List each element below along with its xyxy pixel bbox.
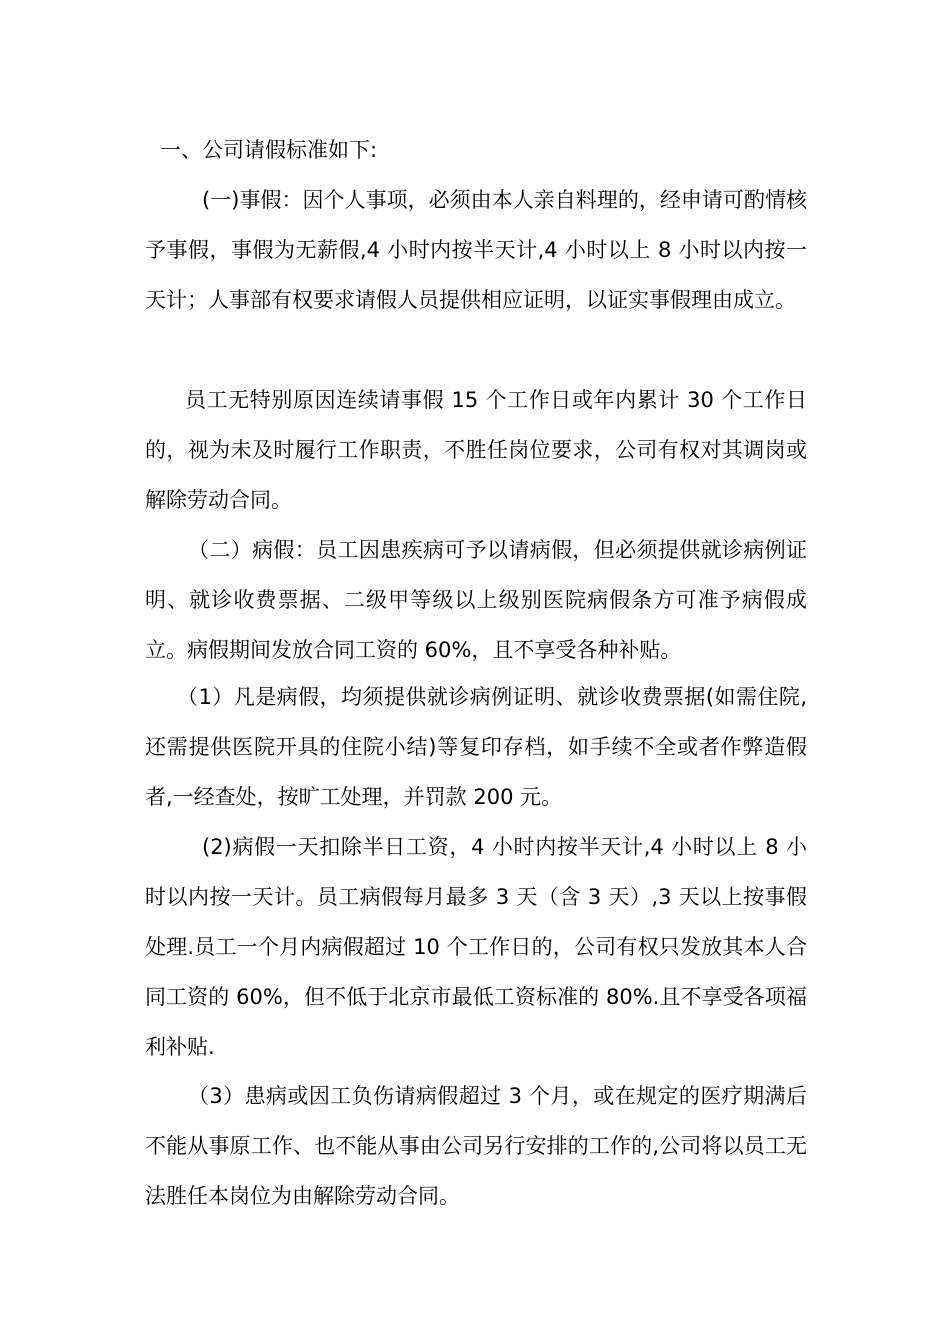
paragraph-sick-leave-rule-2: (2)病假一天扣除半日工资，4 小时内按半天计,4 小时以上 8 小时以内按一天计。员工病假每月最多 3 天（含 3 天）,3 天以上按事假处理.员工一个月内病假超过 10 个工作日的，公司有权只发放其本人合同工资的 60%，但不低于北京市最低工资标准的 80%.且不享受各项福利补贴. [145, 835, 807, 1059]
paragraph-sick-leave: （二）病假：员工因患疾病可予以请病假，但必须提供就诊病例证明、就诊收费票据、二级甲等级以上级别医院病假条方可准予病假成立。病假期间发放合同工资的 60%，且不享受各种补贴。 [145, 538, 807, 662]
paragraph-consecutive-leave: 员工无特别原因连续请事假 15 个工作日或年内累计 30 个工作日的，视为未及时履行工作职责，不胜任岗位要求，公司有权对其调岗或解除劳动合同。 [145, 388, 807, 512]
paragraph-personal-leave: (一)事假：因个人事项，必须由本人亲自料理的，经申请可酌情核予事假，事假为无薪假,4 小时内按半天计,4 小时以上 8 小时以内按一天计；人事部有权要求请假人员提供相应证明，以证实事假理由成立。 [145, 188, 807, 312]
paragraph-sick-leave-rule-3: （3）患病或因工负伤请病假超过 3 个月，或在规定的医疗期满后不能从事原工作、也不能从事由公司另行安排的工作的,公司将以员工无法胜任本岗位为由解除劳动合同。 [145, 1084, 807, 1208]
section-title: 一、公司请假标准如下: [160, 138, 378, 162]
paragraph-sick-leave-rule-1: （1）凡是病假，均须提供就诊病例证明、就诊收费票据(如需住院,还需提供医院开具的住院小结)等复印存档，如手续不全或者作弊造假者,一经查处，按旷工处理，并罚款 200 元。 [145, 685, 807, 809]
